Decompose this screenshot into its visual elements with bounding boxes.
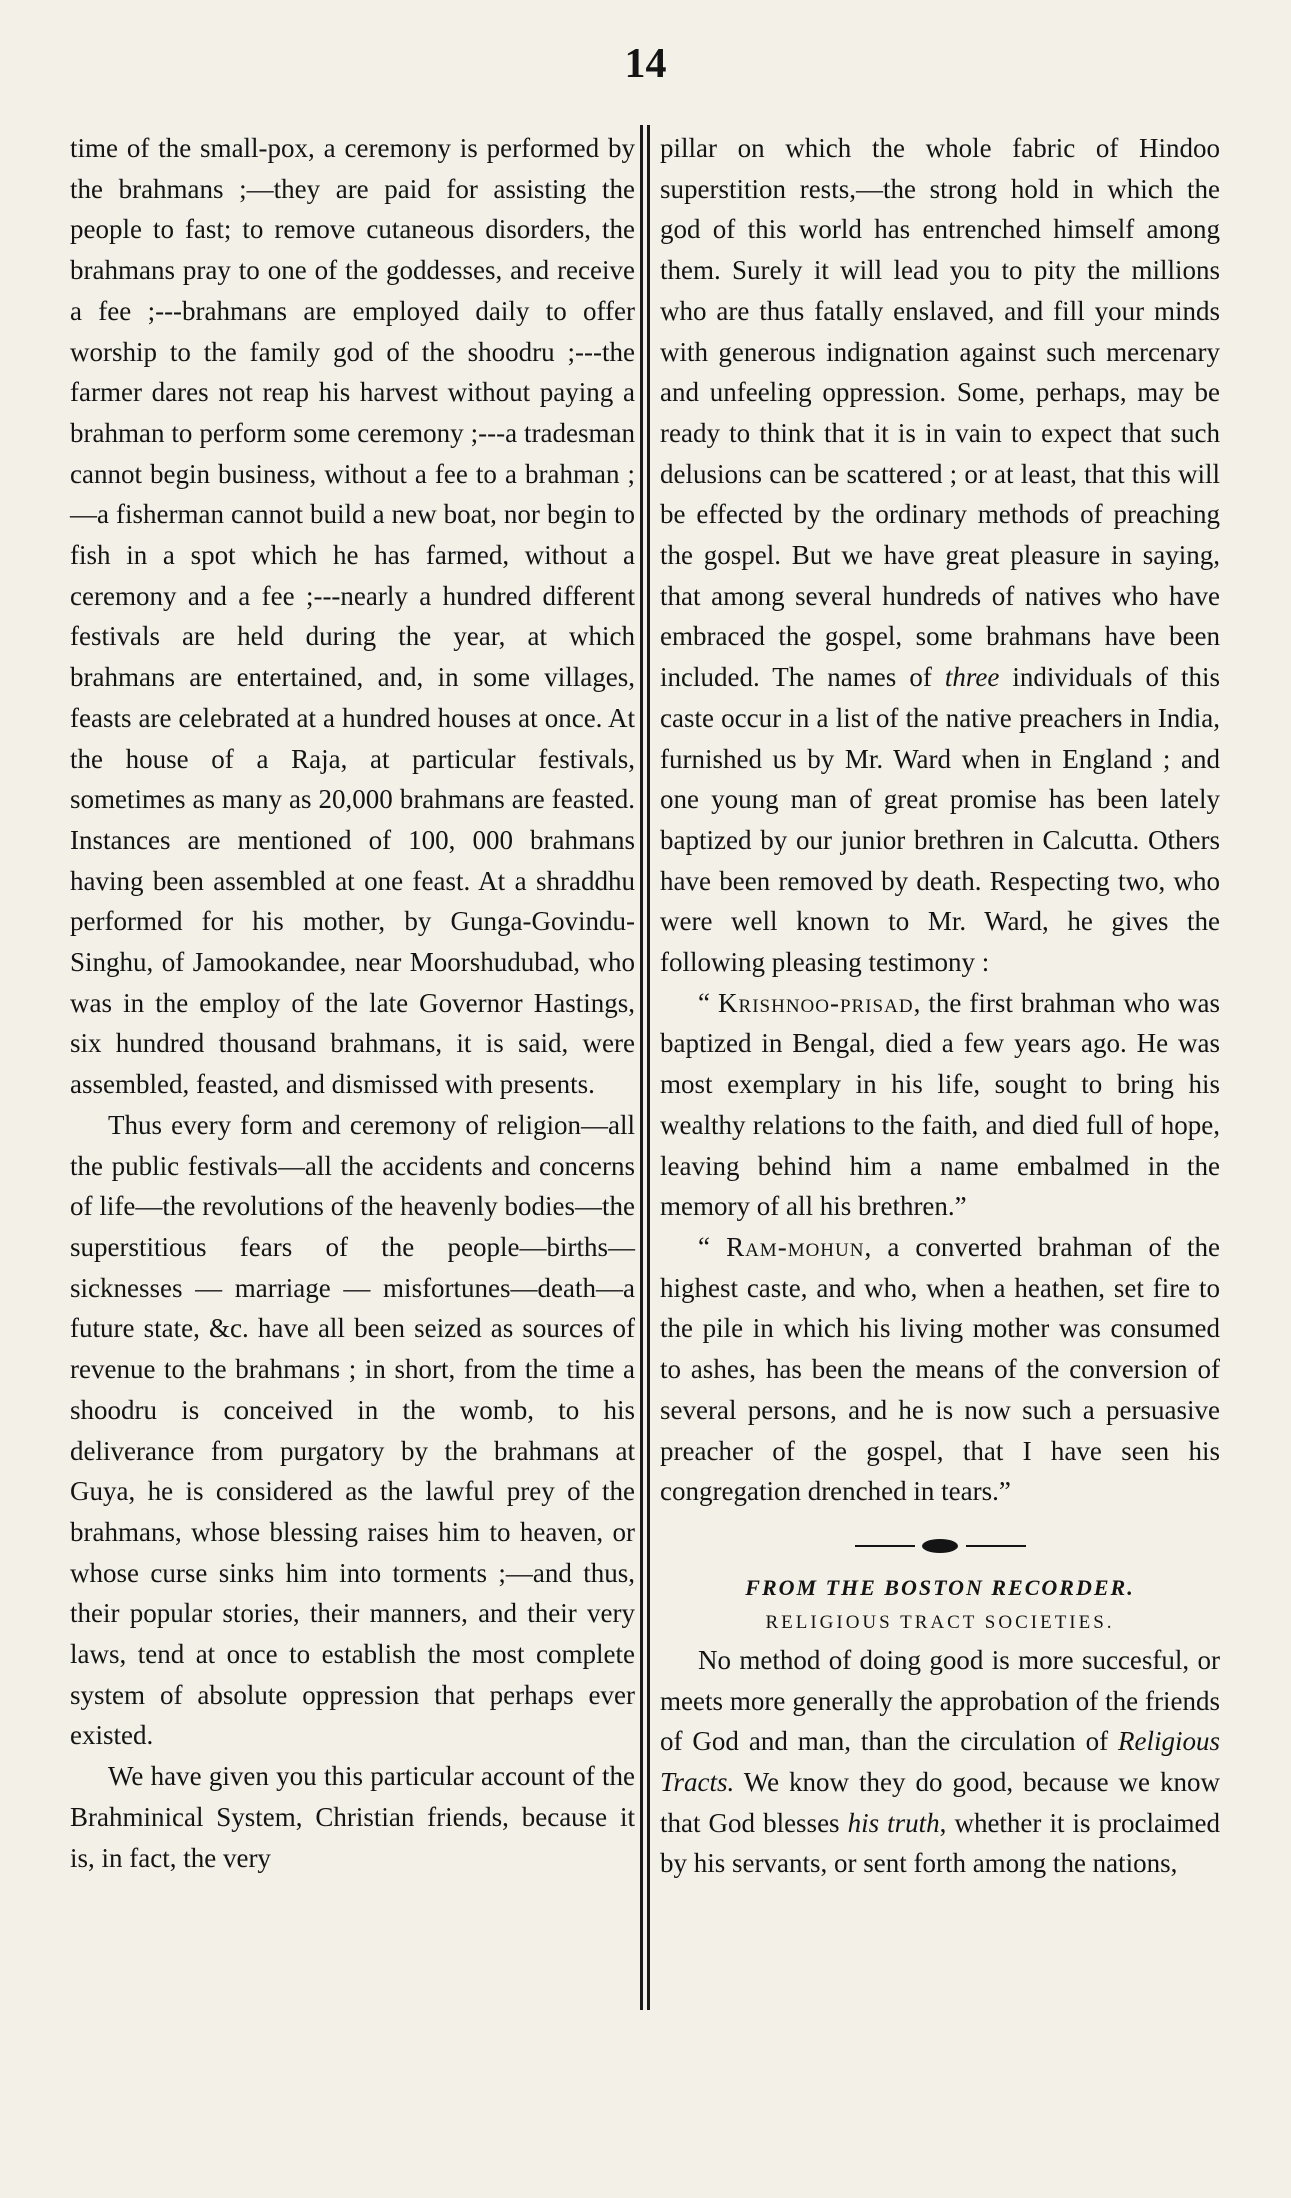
quote-ram-mohun xyxy=(660,1227,1220,1512)
source-heading: FROM THE BOSTON RECORDER. xyxy=(745,1574,1135,1600)
right-paragraph-tracts xyxy=(660,1640,1220,1884)
tracts-text-a: No method of doing good is more succesful, or meets more generally the approbation of the friends of God and man, than the circulation of xyxy=(660,1644,1220,1757)
quote-open-2: “ xyxy=(698,1231,727,1262)
column-divider-left xyxy=(640,125,643,2010)
name-ram-mohun: Ram-mohun xyxy=(726,1231,865,1262)
column-divider-right xyxy=(647,125,650,2010)
emphasis-his-truth: his truth xyxy=(847,1807,940,1838)
right-paragraph-1-text-b: individuals of this caste occur in a list of the native preachers in India, furnished us by Mr. Ward when in England ; and one young man of great promise has been lately baptized by our junior brethren in Calcutta. Others have been removed by death. Respecting two, who were well known to Mr. Ward, he gives the following pleasing testimony : xyxy=(660,662,1220,978)
tracts-text-b: We know they do good, because we know that God blesses xyxy=(660,1767,1220,1838)
quote-open-1: “ xyxy=(698,987,719,1018)
left-paragraph-1: time of the small-pox, a ceremony is performed by the brahmans ;—they are paid for assisting the people to fast; to remove cutaneous disorders, the brahmans pray to one of the goddesses, and receive a fee ;---brahmans are employed daily to offer worship to the family god of the shoodru ;---the farmer dares not reap his harvest without paying a brahman to perform some ceremony ;---a tradesman cannot begin business, without a fee to a brahman ;—a fisherman cannot build a new boat, nor begin to fish in a spot which he has farmed, without a ceremony and a fee ;---nearly a hundred different festivals are held during the year, at which brahmans are entertained, and, in some villages, feasts are celebrated at a hundred houses at once. At the house of a Raja, at particular festivals, sometimes as many as 20,000 brahmans are feasted. Instances are mentioned of 100, 000 brahmans having been assembled at one feast. At a shraddhu performed for his mother, by Gunga-Govindu-Singhu, of Jamookandee, near Moorshudubad, who was in the employ of the late Governor Hastings, six hundred thousand brahmans, it is said, were assembled, feasted, and dismissed with presents. xyxy=(70,133,635,1100)
tracts-text-c: , whether it is proclaimed by his servants, or sent forth among the nations, xyxy=(660,1807,1220,1879)
left-paragraph-2: Thus every form and ceremony of religion—all the public festivals—all the accidents and concerns of life—the revolutions of the heavenly bodies—the superstitious fears of the people—births—sicknesses — marriage — misfortunes—death—a future state, &c. have all been seized as sources of revenue to the brahmans ; in short, from the time a shoodru is conceived in the womb, to his deliverance from purgatory by the brahmans at Guya, he is considered as the lawful prey of the brahmans, whose blessing raises him to heaven, or whose curse sinks him into torments ;—and thus, their popular stories, their manners, and their very laws, tend at once to establish the most complete system of absolute oppression that perhaps ever existed. xyxy=(70,1109,635,1751)
quote-krishnoo xyxy=(660,983,1220,1227)
left-column xyxy=(70,128,635,1878)
quote-text-1: , the first brahman who was baptized in Bengal, died a few years ago. He was most exemplary in his life, sought to bring his wealthy relations to the faith, and died full of hope, leaving behind him a name embalmed in the memory of all his brethren.” xyxy=(660,987,1221,1222)
emphasis-three: three xyxy=(944,662,1000,693)
section-ornament xyxy=(660,1524,1220,1564)
left-paragraph-3: We have given you this particular account of the Brahminical System, Christian friends, because it is, in fact, the very xyxy=(70,1761,635,1873)
name-krishnoo-prisad: Krishnoo-prisad xyxy=(718,987,914,1018)
emphasis-religious-tracts: Religious Tracts. xyxy=(660,1726,1220,1798)
page-number: 14 xyxy=(624,41,667,87)
right-column xyxy=(660,128,1220,1884)
quote-text-2: , a converted brahman of the highest caste, and who, when a heathen, set fire to the pile in which his living mother was consumed to ashes, has been the means of the conversion of several persons, and he is now such a persuasive preacher of the gospel, that I have seen his congregation drenched in tears.” xyxy=(660,1231,1221,1507)
right-paragraph-1-text-a: pillar on which the whole fabric of Hindoo superstition rests,—the strong hold in which the god of this world has entrenched himself among them. Surely it will lead you to pity the millions who are thus fatally enslaved, and fill your minds with generous indignation against such mercenary and unfeeling oppression. Some, perhaps, may be ready to think that it is in vain to expect that such delusions can be scattered ; or at least, that this will be effected by the ordinary methods of preaching the gospel. But we have great pleasure in saying, that among several hundreds of natives who have embraced the gospel, some brahmans have been included. The names of xyxy=(660,133,1220,693)
right-paragraph-1 xyxy=(660,128,1220,983)
section-heading: RELIGIOUS TRACT SOCIETIES. xyxy=(765,1611,1115,1633)
